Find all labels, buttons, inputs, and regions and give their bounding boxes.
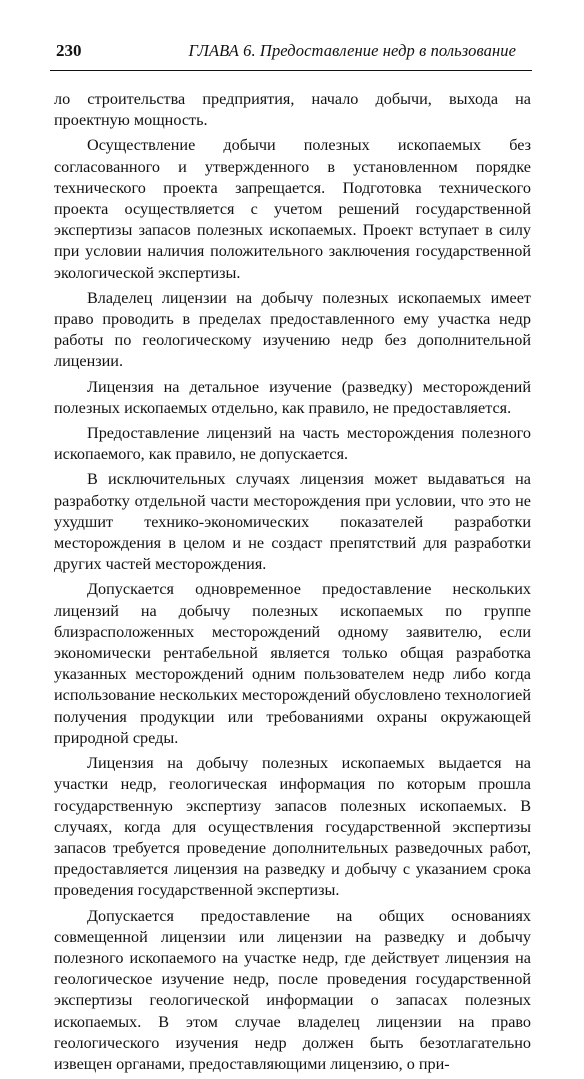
- running-title: ГЛАВА 6. Предоставление недр в пользование: [188, 41, 516, 60]
- paragraph: Предоставление лицензий на часть месторождения полезного ископаемого, как правило, не допускается.: [54, 424, 531, 464]
- header-rule: [50, 70, 532, 71]
- paragraph: ло строительства предприятия, начало добычи, выхода на проектную мощность.: [54, 90, 531, 130]
- paragraph: Лицензия на добычу полезных ископаемых выдается на участки недр, геологическая информация по которым прошла государственную экспертизу запасов полезных ископаемых. В случаях, когда для осуществления государственной экспертизы запасов требуется проведение дополнительных разведочных работ, предоставляется лицензия на разведку и добычу с указанием срока проведения государственной экспертизы.: [54, 754, 531, 900]
- paragraph: Допускается одновременное предоставление нескольких лицензий на добычу полезных ископаемых по группе близрасположенных месторождений одному заявителю, если экономически рентабельной является только общая разработка указанных месторождений одним пользователем недр либо когда использование нескольких месторождений обусловлено технологией получения продукции или требованиями охраны окружающей природной среды.: [54, 580, 531, 747]
- page-number: 230: [56, 41, 82, 60]
- page-header: [52, 41, 530, 65]
- paragraph: Осуществление добычи полезных ископаемых без согласованного и утвержденного в установленном порядке технического проекта запрещается. Подготовка технического проекта осуществляется с учетом решений государственной экспертизы запасов полезных ископаемых. Проект вступает в силу при условии наличия положительного заключения государственной экологической экспертизы.: [54, 136, 531, 282]
- paragraph: В исключительных случаях лицензия может выдаваться на разработку отдельной части месторождения при условии, что это не ухудшит технико-экономических показателей разработки месторождения в целом и не создаст препятствий для разработки других частей месторождения.: [54, 470, 531, 574]
- paragraph: Допускается предоставление на общих основаниях совмещенной лицензии или лицензии на разведку и добычу полезного ископаемого на участке недр, где действует лицензия на геологическое изучение недр, после проведения государственной экспертизы геологической информации о запасах полезных ископаемых. В этом случае владелец лицензии на право геологического изучения недр должен быть безотлагательно извещен органами, предоставляющими лицензию, о при-: [54, 906, 531, 1073]
- paragraph: Владелец лицензии на добычу полезных ископаемых имеет право проводить в пределах предоставленного ему участка недр работы по геологическому изучению недр без дополнительной лицензии.: [54, 288, 531, 371]
- body-text: [54, 89, 531, 1079]
- paragraph: Лицензия на детальное изучение (разведку) месторождений полезных ископаемых отдельно, как правило, не предоставляется.: [54, 377, 531, 417]
